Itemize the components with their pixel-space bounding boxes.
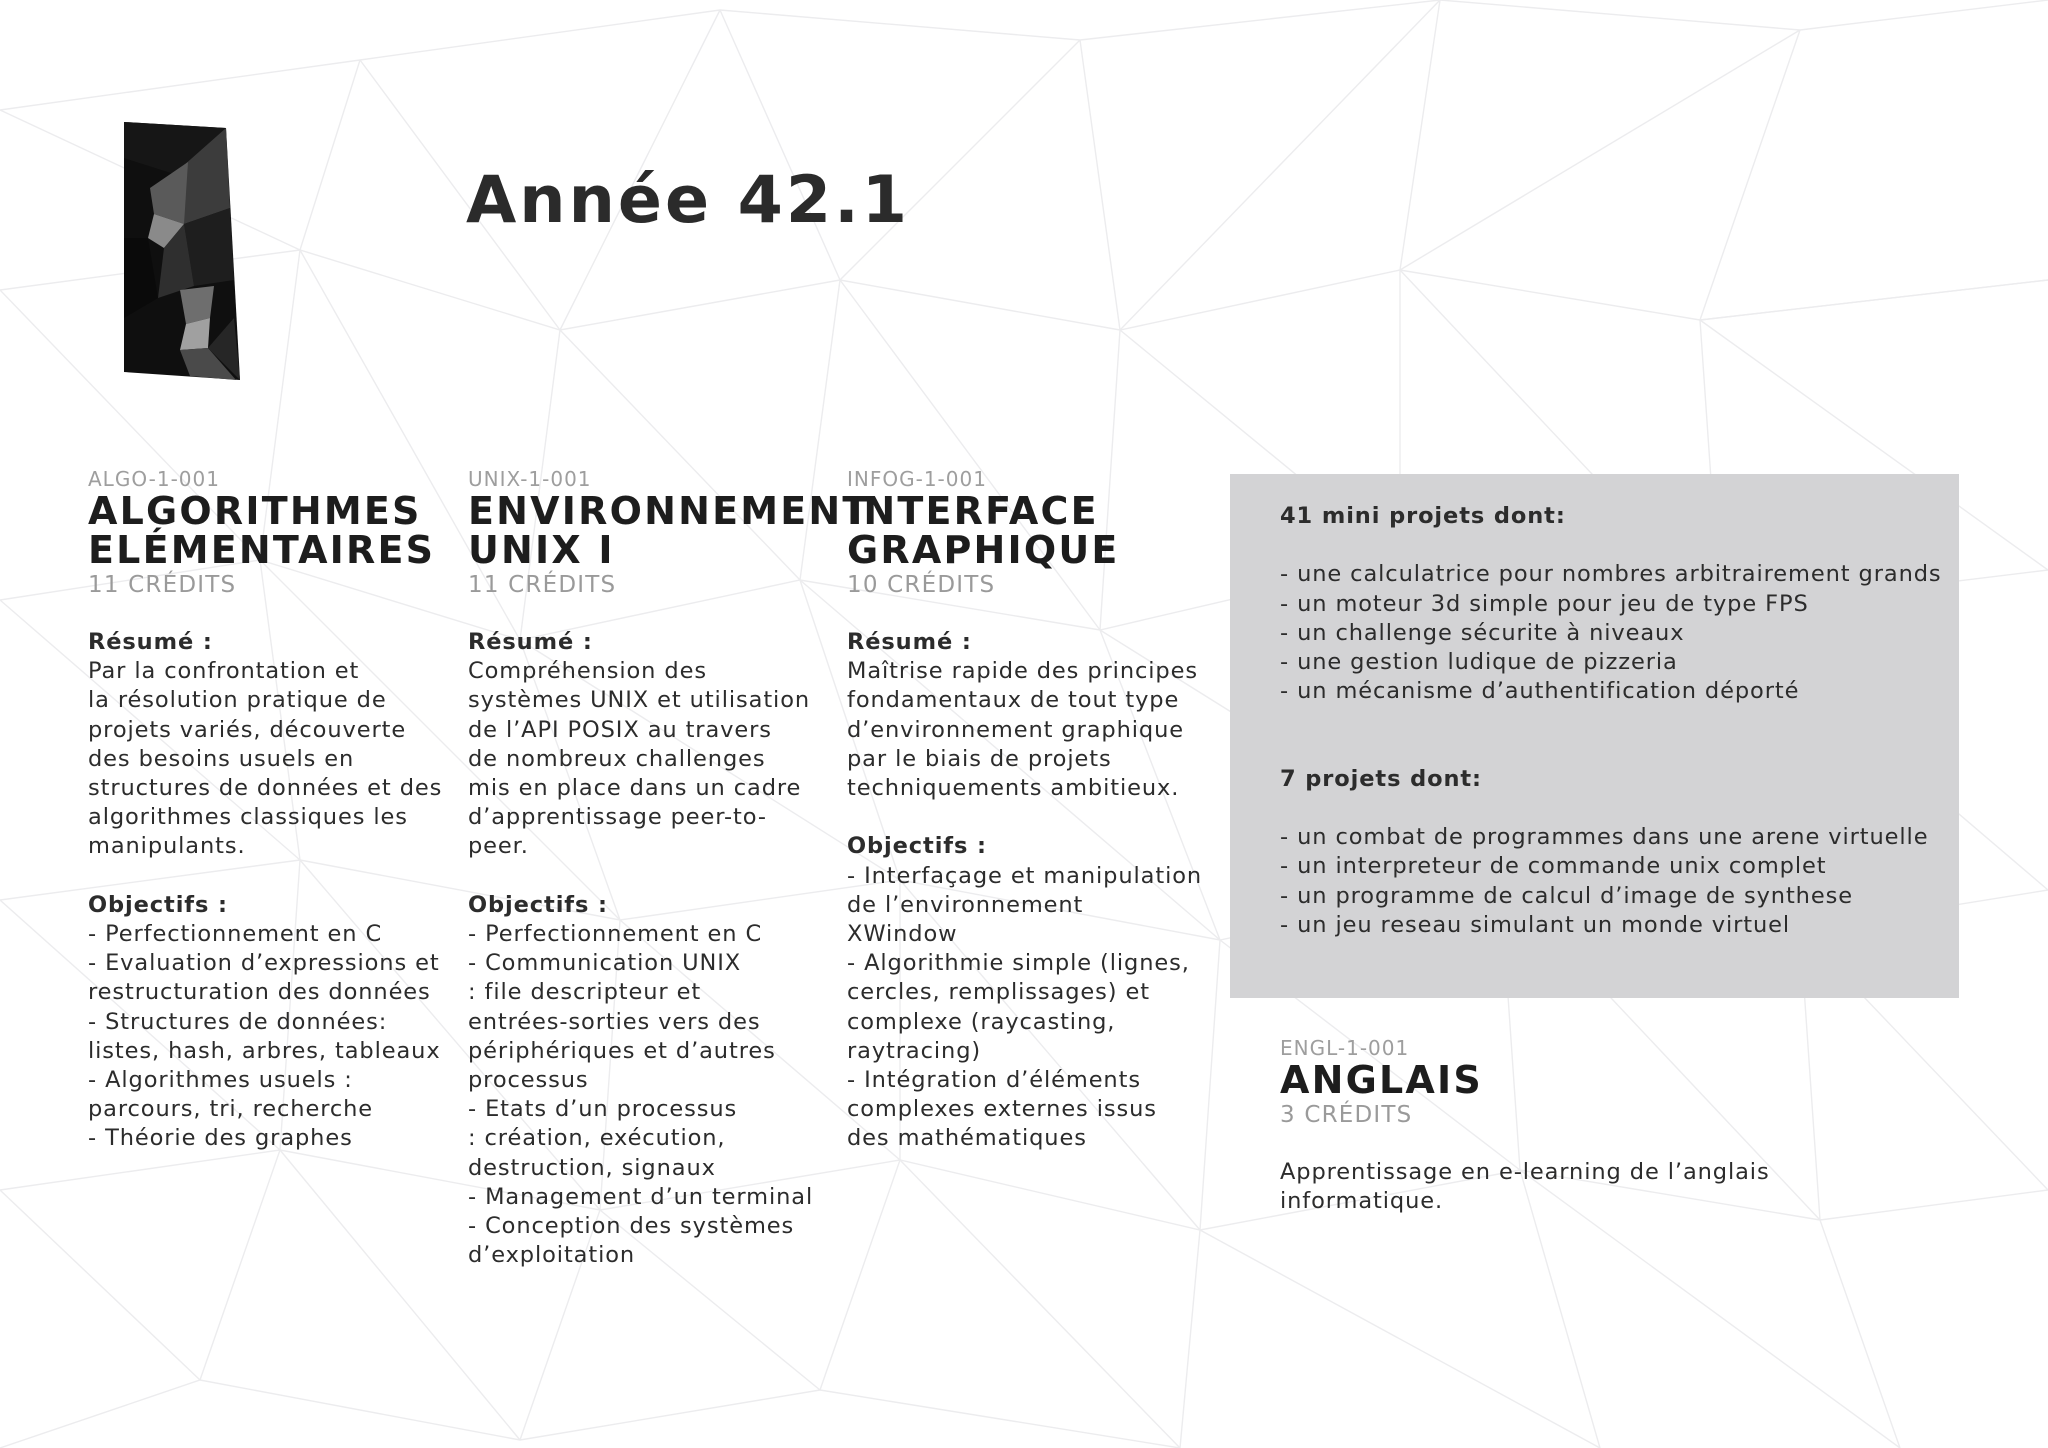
mini-projects-list: [1280, 560, 1950, 706]
projects-content: [1280, 502, 1950, 940]
resume-text: Compréhension des systèmes UNIX et utilisation de l’API POSIX au travers de nombreux challenges mis en place dans un cadre d’apprentissage peer-to- peer.: [468, 658, 811, 860]
objectifs-label: Objectifs :: [468, 891, 608, 918]
module-credits: 10 CRÉDITS: [847, 572, 996, 598]
module-body: [88, 628, 458, 1154]
module-title-line1: INTERFACE: [847, 489, 1099, 533]
module-title: [468, 489, 871, 572]
list-item: - un interpreteur de commande unix complet: [1280, 853, 1827, 880]
mini-projects-label: 41 mini projets dont:: [1280, 503, 1566, 529]
module-english: [1280, 1035, 1920, 1239]
module-title: ANGLAIS: [1280, 1058, 1483, 1102]
module-body: [468, 628, 828, 1270]
objectifs-text: - Perfectionnement en C - Evaluation d’expressions et restructuration des données - Structures de données: listes, hash, arbres, tableaux - Algorithmes usuels : parcours, tri, recherche - Théorie des graphes: [88, 921, 441, 1152]
resume-label: Résumé :: [88, 629, 213, 655]
module-credits: 11 CRÉDITS: [88, 572, 237, 598]
list-item: - un combat de programmes dans une arene virtuelle: [1280, 824, 1929, 851]
objectifs-text: - Interfaçage et manipulation de l’environnement XWindow - Algorithmie simple (lignes, cercles, remplissages) et complexe (raycasting, raytracing) - Intégration d’éléments complexes externes issus des mathématiques: [847, 862, 1203, 1152]
module-title-line2: GRAPHIQUE: [847, 528, 1120, 572]
42-logo-icon: [118, 118, 240, 380]
module-body: [847, 628, 1207, 1154]
module-code: INFOG-1-001: [847, 467, 987, 491]
resume-label: Résumé :: [468, 629, 593, 655]
projects-list: [1280, 823, 1950, 940]
list-item: - une gestion ludique de pizzeria: [1280, 649, 1678, 675]
projects-label: 7 projets dont:: [1280, 765, 1482, 792]
list-item: - un challenge sécurite à niveaux: [1280, 619, 1685, 646]
module-code: UNIX-1-001: [468, 467, 592, 491]
module-unix: [468, 466, 871, 1270]
list-item: - une calculatrice pour nombres arbitrairement grands: [1280, 561, 1942, 588]
module-code: ENGL-1-001: [1280, 1036, 1410, 1060]
module-description: Apprentissage en e-learning de l’anglais informatique.: [1280, 1159, 1770, 1215]
module-title-line2: UNIX I: [468, 528, 615, 572]
list-item: - un mécanisme d’authentification déporté: [1280, 678, 1800, 705]
module-code: ALGO-1-001: [88, 467, 220, 491]
module-algo: [88, 466, 458, 1154]
module-credits: 11 CRÉDITS: [468, 572, 617, 598]
module-title-line2: ELÉMENTAIRES: [88, 528, 436, 572]
module-title-line1: ALGORITHMES: [88, 489, 422, 533]
module-infog: [847, 466, 1207, 1154]
list-item: - un programme de calcul d’image de synthese: [1280, 882, 1853, 909]
resume-label: Résumé :: [847, 629, 972, 655]
module-title: [847, 489, 1207, 572]
module-credits: 3 CRÉDITS: [1280, 1102, 1413, 1128]
page-title: Année 42.1: [466, 163, 911, 238]
objectifs-text: - Perfectionnement en C - Communication UNIX : file descripteur et entrées-sorties vers des périphériques et d’autres processus - Etats d’un processus : création, exécution, destruction, signaux - Management d’un terminal - Conception des systèmes d’exploitation: [468, 921, 814, 1269]
module-title-line1: ENVIRONNEMENT: [468, 489, 871, 533]
resume-text: Par la confrontation et la résolution pratique de projets variés, découverte des besoins usuels en structures de données et des algorithmes classiques les manipulants.: [88, 658, 443, 860]
resume-text: Maîtrise rapide des principes fondamentaux de tout type d’environnement graphique par le biais de projets techniquements ambitieux.: [847, 658, 1198, 802]
module-title: [88, 489, 458, 572]
objectifs-label: Objectifs :: [88, 891, 228, 918]
projects-box: [1230, 474, 1959, 998]
list-item: - un moteur 3d simple pour jeu de type FPS: [1280, 590, 1809, 617]
objectifs-label: Objectifs :: [847, 833, 987, 860]
list-item: - un jeu reseau simulant un monde virtuel: [1280, 911, 1791, 938]
